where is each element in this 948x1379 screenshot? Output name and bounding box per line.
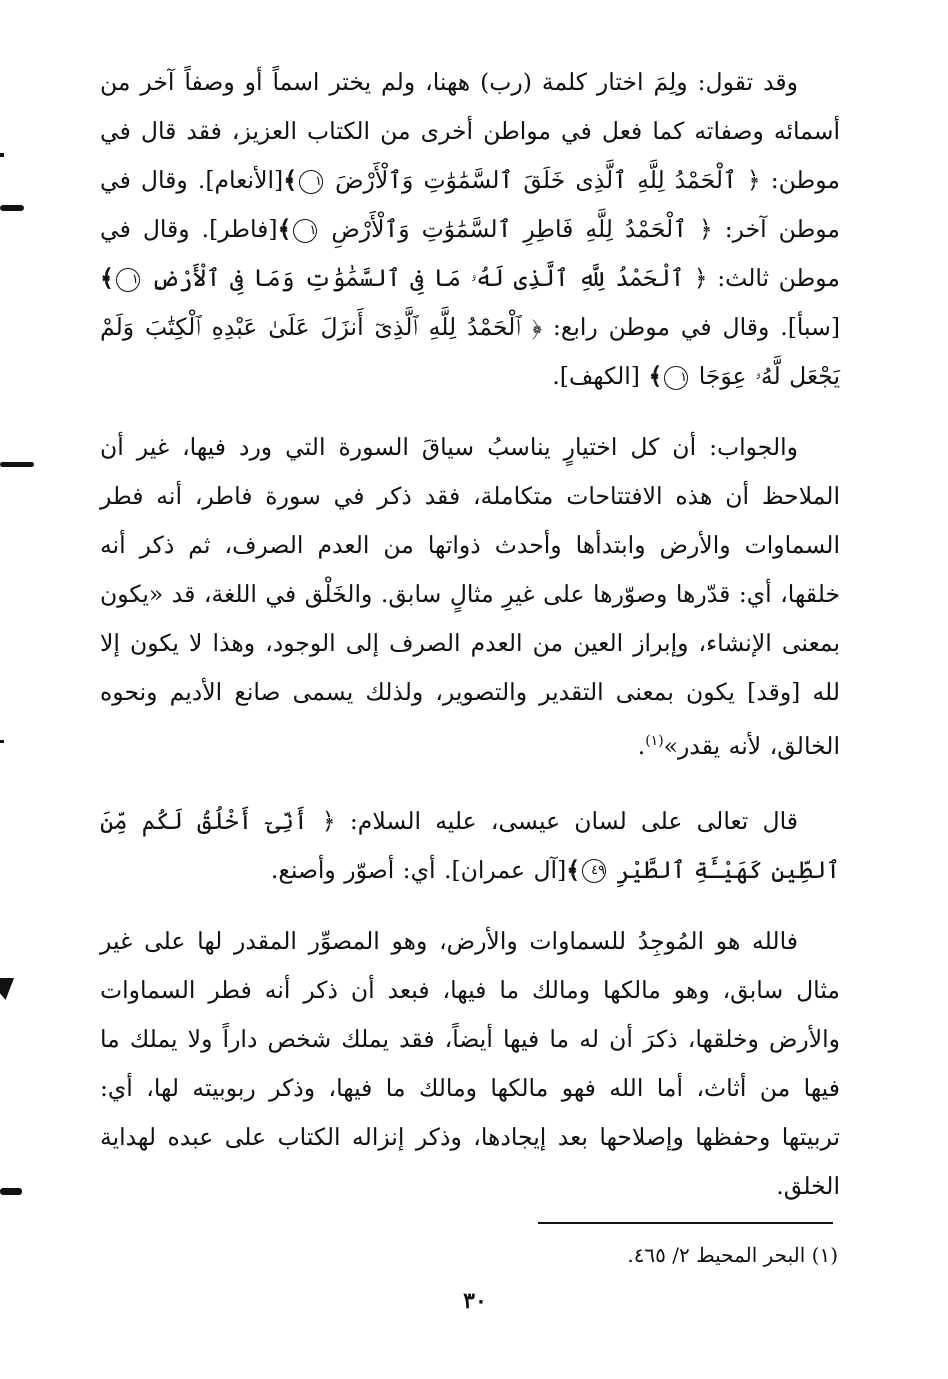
quran-verse: ﴿ ٱلْحَمْدُ لِلَّهِ ٱلَّذِىٓ أَنزَلَ عَلَىٰ عَبْدِهِ ٱلْكِتَٰبَ وَلَمْ يَجْعَل لَّهُۥ عِوَجَا ١﴾ — [100, 313, 840, 390]
page-body — [100, 58, 840, 1233]
paragraph-conclusion — [100, 917, 840, 1211]
paragraph-isa — [100, 797, 840, 895]
surah-reference: [الكهف]. — [552, 362, 640, 390]
surah-reference: [فاطر]. وقال في موطن ثالث: — [100, 215, 840, 292]
ayah-number-badge: ١ — [116, 268, 140, 292]
surah-reference: [الأنعام]. وقال في موطن آخر: — [100, 166, 840, 243]
quran-verse: ﴿ ٱلْحَمْدُ لِلَّهِ ٱلَّذِى خَلَقَ ٱلسَّمَٰوَٰتِ وَٱلْأَرْضَ ١﴾ — [283, 166, 761, 194]
ayah-number-badge: ١ — [293, 219, 317, 243]
quran-verse: ﴿ أَنِّىٓ أَخْلُقُ لَكُم مِّنَ ٱلطِّينِ كَهَيْـَٔةِ ٱلطَّيْرِ ٤٩﴾ — [100, 806, 840, 884]
paragraph-text: فالله هو المُوجِدُ للسماوات والأرض، وهو المصوِّر المقدر لها على غير مثال سابق، وهو مالكها ومالك ما فيها، فبعد أن ذكر أنه فطر السماوات والأرض وخلقها، ذكرَ أن له ما فيها أيضاً، فقد يملك شخص داراً ولا يملك ما فيها من أثاث، أما الله فهو مالكها ومالك ما فيها، وذكر ربوبيته لها، أي: تربيتها وحفظها وإصلاحها بعد إيجادها، وذكر إنزاله الكتاب على عبده لهداية الخلق. — [100, 926, 840, 1200]
scan-edge-mark — [0, 978, 14, 1000]
surah-reference: [سبأ]. وقال في موطن رابع: — [542, 313, 840, 341]
surah-reference: [آل عمران]. أي: أصوّر وأصنع. — [270, 855, 567, 884]
paragraph-question — [100, 58, 840, 401]
footnote-reference[interactable]: (١) — [645, 733, 664, 749]
scan-edge-mark — [0, 462, 34, 467]
scan-edge-mark — [0, 1188, 22, 1195]
ayah-number-badge: ١ — [299, 170, 323, 194]
ayah-number-badge: ٤٩ — [582, 859, 606, 883]
scan-edge-mark — [0, 205, 24, 211]
footnote: (١) البحر المحيط ٢/ ٤٦٥. — [627, 1243, 838, 1267]
paragraph-text: والجواب: أن كل اختيارٍ يناسبُ سياقَ السورة التي ورد فيها، غير أن الملاحظ أن هذه الافتتاحات متكاملة، فقد ذكر في سورة فاطر، أنه فطر السماوات والأرض وابتدأها وأحدث ذواتها من العدم الصرف، ثم ذكر أنه خلقها، أي: قدّرها وصوّرها على غيرِ مثالٍ سابق. والخَلْق في اللغة، قد «يكون بمعنى الإنشاء، وإبراز العين من العدم الصرف إلى الوجود، وهذا لا يكون إلا لله [وقد] يكون بمعنى التقدير والتصوير، ولذلك يسمى صانع الأديم ونحوه الخالق، لأنه يقدر» — [100, 433, 840, 760]
ayah-number-badge: ١ — [664, 366, 688, 390]
quran-verse: ﴿ ٱلْحَمْدُ لِلَّهِ فَاطِرِ ٱلسَّمَٰوَٰتِ وَٱلْأَرْضِ ١﴾ — [277, 215, 713, 243]
page-number: ٣٠ — [463, 1288, 487, 1314]
paragraph-text: قال تعالى على لسان عيسى، عليه السلام: — [335, 806, 798, 835]
scan-speck — [0, 153, 4, 157]
paragraph-text: وقد تقول: ولِمَ اختار كلمة (رب) ههنا، ولم يختر اسماً أو وصفاً آخر من أسمائه وصفاته كما فعل في مواطن أخرى من الكتاب العزيز، فقد قال في موطن: — [100, 68, 840, 194]
quran-verse: ﴿ ٱلْحَمْدُ لِلَّهِ ٱلَّذِى لَهُۥ مَا فِى ٱلسَّمَٰوَٰتِ وَمَا فِى ٱلْأَرْضِ ١﴾ — [100, 264, 708, 292]
scan-speck — [0, 740, 4, 743]
paragraph-answer: والجواب: أن كل اختيارٍ يناسبُ سياقَ السورة التي ورد فيها، غير أن الملاحظ أن هذه الافتتاحات متكاملة، فقد ذكر في سورة فاطر، أنه فطر السماوات والأرض وابتدأها وأحدث ذواتها من العدم الصرف، ثم ذكر أنه خلقها، أي: قدّرها وصوّرها على غيرِ مثالٍ سابق. والخَلْق في اللغة، قد «يكون بمعنى الإنشاء، وإبراز العين من العدم الصرف إلى الوجود، وهذا لا يكون إلا لله [وقد] يكون بمعنى التقدير والتصوير، ولذلك يسمى صانع الأديم ونحوه الخالق، لأنه يقدر»$^{(١)}$. — [100, 433, 840, 760]
footnote-divider — [538, 1222, 833, 1224]
